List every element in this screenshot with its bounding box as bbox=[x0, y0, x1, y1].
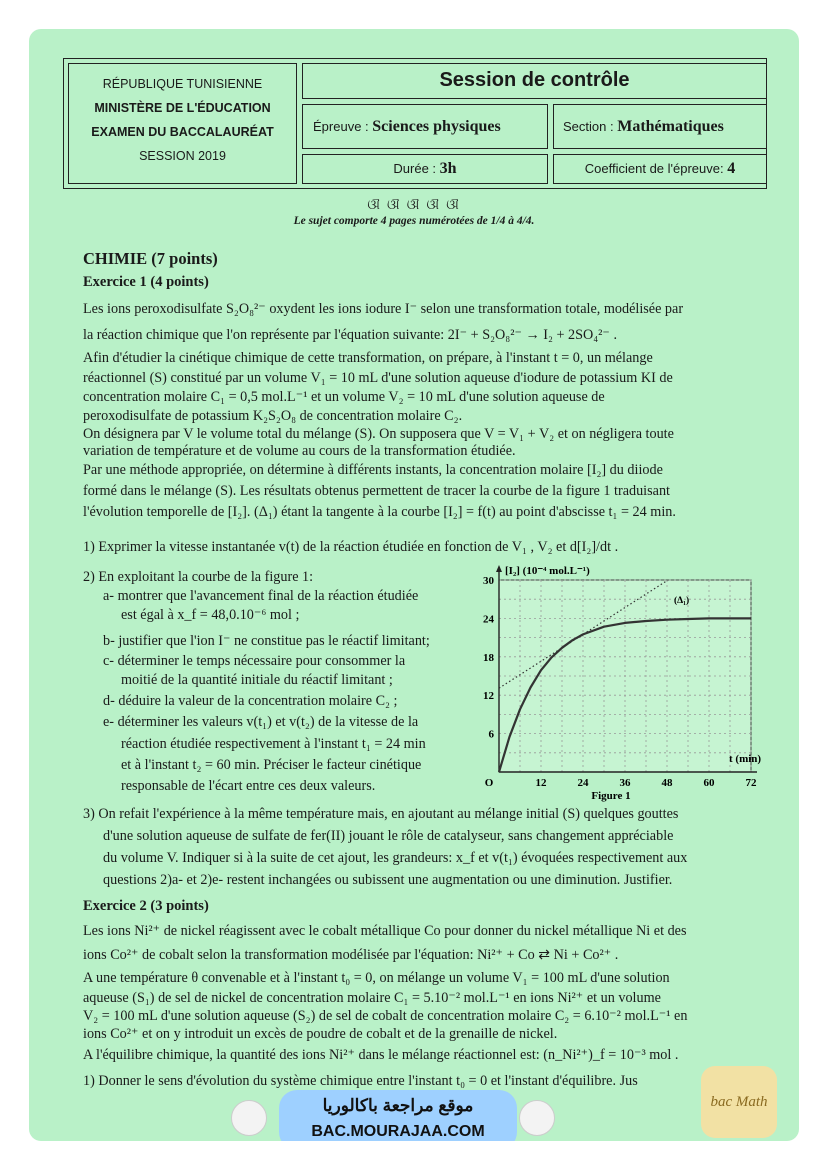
question-1: 1) Exprimer la vitesse instantanée v(t) de la réaction étudiée en fonction de V₁ , V₂ et d[I₂]/dt . bbox=[83, 539, 619, 555]
duree-label: Durée : bbox=[393, 161, 437, 176]
banner-url[interactable]: BAC.MOURAJAA.COM bbox=[311, 1123, 485, 1140]
y-tick-label: 30 bbox=[483, 575, 494, 587]
y-tick-label: 18 bbox=[483, 651, 494, 664]
tangent-label: (Δ₁) bbox=[674, 596, 690, 607]
exercise2-title: Exercice 2 (3 points) bbox=[83, 898, 209, 914]
text-line: responsable de l'écart entre ces deux valeurs. bbox=[121, 778, 376, 794]
site-logo-left bbox=[231, 1100, 267, 1136]
figure-1-chart bbox=[469, 559, 774, 809]
duree-value: 3h bbox=[439, 160, 457, 177]
text-line: peroxodisulfate de potassium K₂S₂O₈ de concentration molaire C₂. bbox=[83, 408, 463, 424]
text-line: concentration molaire C₁ = 0,5 mol.L⁻¹ et un volume V₂ = 10 mL d'une solution aqueuse de bbox=[83, 389, 605, 405]
x-axis-label: t (min) bbox=[729, 753, 762, 765]
text-line: V₂ = 100 mL d'une solution aqueuse (S₂) de sel de cobalt de concentration molaire C₂ = 6.10⁻² mol.L⁻¹ en bbox=[83, 1008, 688, 1024]
exercise1-title: Exercice 1 (4 points) bbox=[83, 274, 209, 290]
text-line: 1) Donner le sens d'évolution du système chimique entre l'instant t₀ = 0 et l'instant d'équilibre. Jus bbox=[83, 1073, 638, 1089]
text-line: aqueuse (S₁) de sel de nickel de concentration molaire C₁ = 5.10⁻² mol.L⁻¹ en ions Ni²⁺ et un volume bbox=[83, 990, 661, 1006]
text-line: a- montrer que l'avancement final de la réaction étudiée bbox=[103, 588, 419, 604]
y-axis-arrow bbox=[496, 565, 502, 572]
text-line: b- justifier que l'ion I⁻ ne constitue pas le réactif limitant; bbox=[103, 633, 430, 649]
text-line: ions Co²⁺ et on y introduit un excès de poudre de cobalt et de la grenaille de nickel. bbox=[83, 1026, 558, 1042]
coef-label: Coefficient de l'épreuve: bbox=[584, 161, 724, 176]
y-tick-label: 24 bbox=[483, 613, 494, 626]
bacmath-logo: bac Math bbox=[701, 1066, 777, 1138]
x-tick-label: O bbox=[484, 777, 494, 789]
text-line: variation de température et de volume au cours de la transformation étudiée. bbox=[83, 443, 516, 459]
text-line: d'une solution aqueuse de sulfate de fer(II) jouant le rôle de catalyseur, sans changement appréciable bbox=[103, 828, 674, 844]
section-box bbox=[553, 104, 767, 149]
text-line: du volume V. Indiquer si à la suite de cet ajout, les grandeurs: x_f et v(t₁) évoquées respectivement aux bbox=[103, 850, 688, 866]
text-line: la réaction chimique que l'on représente par l'équation suivante: 2I⁻ + S₂O₈²⁻ → I₂ + 2SO₄²⁻ . bbox=[83, 327, 618, 343]
figure-caption: Figure 1 bbox=[591, 790, 631, 802]
header-left-box bbox=[68, 63, 297, 184]
text-line: Afin d'étudier la cinétique chimique de cette transformation, on prépare, à l'instant t = 0, un mélange bbox=[83, 350, 653, 366]
x-tick-label: 72 bbox=[745, 777, 757, 789]
text-line: A une température θ convenable et à l'instant t₀ = 0, on mélange un volume V₁ = 100 mL d'une solution bbox=[83, 970, 670, 986]
text-line: moitié de la quantité initiale du réactif limitant ; bbox=[121, 672, 393, 688]
header-left-line: SESSION 2019 bbox=[139, 149, 226, 163]
text-line: réactionnel (S) constitué par un volume V₁ = 10 mL d'une solution aqueuse d'iodure de potassium KI de bbox=[83, 370, 673, 386]
header-left-line: EXAMEN DU BACCALAURÉAT bbox=[91, 125, 274, 139]
y-axis-label: [I₂] (10⁻⁴ mol.L⁻¹) bbox=[505, 565, 590, 577]
text-line: c- déterminer le temps nécessaire pour consommer la bbox=[103, 653, 406, 669]
site-banner[interactable] bbox=[279, 1090, 517, 1141]
text-line: Par une méthode appropriée, on détermine à différents instants, la concentration molaire [I₂] du diiode bbox=[83, 462, 663, 478]
session-title: Session de contrôle bbox=[302, 63, 767, 99]
text-line: questions 2)a- et 2)e- restent inchangées ou subissent une augmentation ou une diminution. Justifier. bbox=[103, 872, 673, 888]
banner-arabic: موقع مراجعة باكالوريا bbox=[322, 1096, 474, 1115]
x-tick-label: 60 bbox=[703, 777, 715, 789]
epreuve-value: Sciences physiques bbox=[372, 118, 501, 135]
ornament: ଔ ଔ ଔ ଔ ଔ bbox=[367, 197, 461, 212]
y-tick-label: 6 bbox=[488, 728, 494, 741]
x-tick-label: 36 bbox=[619, 777, 631, 789]
section-label: Section : bbox=[563, 119, 614, 134]
text-line: ions Co²⁺ de cobalt selon la transformation modélisée par l'équation: Ni²⁺ + Co ⇄ Ni + Co²⁺ . bbox=[83, 947, 619, 963]
header-left-line: RÉPUBLIQUE TUNISIENNE bbox=[102, 77, 263, 91]
text-line: 3) On refait l'expérience à la même température mais, en ajoutant au mélange initial (S) quelques gouttes bbox=[83, 806, 679, 822]
coef-value: 4 bbox=[727, 160, 736, 177]
text-line: Les ions Ni²⁺ de nickel réagissent avec le cobalt métallique Co pour donner du nickel métallique Ni et des bbox=[83, 923, 687, 939]
header-left-line: MINISTÈRE DE L'ÉDUCATION bbox=[94, 101, 271, 115]
text-line: A l'équilibre chimique, la quantité des ions Ni²⁺ dans le mélange réactionnel est: (n_Ni²⁺)_f = 10⁻³ mol . bbox=[83, 1047, 679, 1063]
text-line: On désignera par V le volume total du mélange (S). On supposera que V = V₁ + V₂ et on négligera toute bbox=[83, 426, 674, 442]
section-value: Mathématiques bbox=[617, 118, 724, 135]
x-tick-label: 48 bbox=[661, 777, 673, 789]
text-line: et à l'instant t₂ = 60 min. Préciser le facteur cinétique bbox=[121, 757, 422, 773]
epreuve-box bbox=[302, 104, 548, 149]
text-line: est égal à x_f = 48,0.10⁻⁶ mol ; bbox=[121, 607, 300, 623]
y-tick-label: 12 bbox=[483, 690, 494, 703]
site-logo-right bbox=[519, 1100, 555, 1136]
text-line: formé dans le mélange (S). Les résultats obtenus permettent de tracer la courbe de la figure 1 traduisant bbox=[83, 483, 670, 499]
text-line: Les ions peroxodisulfate S₂O₈²⁻ oxydent les ions iodure I⁻ selon une transformation totale, modélisée par bbox=[83, 301, 684, 317]
duree-box bbox=[302, 154, 548, 184]
text-line: réaction étudiée respectivement à l'instant t₁ = 24 min bbox=[121, 736, 426, 752]
x-tick-label: 12 bbox=[535, 777, 547, 789]
text-line: l'évolution temporelle de [I₂]. (Δ₁) étant la tangente à la courbe [I₂] = f(t) au point d'abscisse t₁ = 24 min. bbox=[83, 504, 676, 520]
page-count-note: Le sujet comporte 4 pages numérotées de 1/4 à 4/4. bbox=[293, 215, 535, 227]
epreuve-label: Épreuve : bbox=[313, 119, 369, 134]
text-line: e- déterminer les valeurs v(t₁) et v(t₂) de la vitesse de la bbox=[103, 714, 419, 730]
section-title-chimie: CHIMIE (7 points) bbox=[83, 249, 218, 268]
exam-page bbox=[29, 29, 799, 1141]
x-tick-label: 24 bbox=[577, 777, 589, 789]
text-line: d- déduire la valeur de la concentration molaire C₂ ; bbox=[103, 693, 398, 709]
text-line: 2) En exploitant la courbe de la figure 1: bbox=[83, 569, 314, 585]
coef-box bbox=[553, 154, 767, 184]
